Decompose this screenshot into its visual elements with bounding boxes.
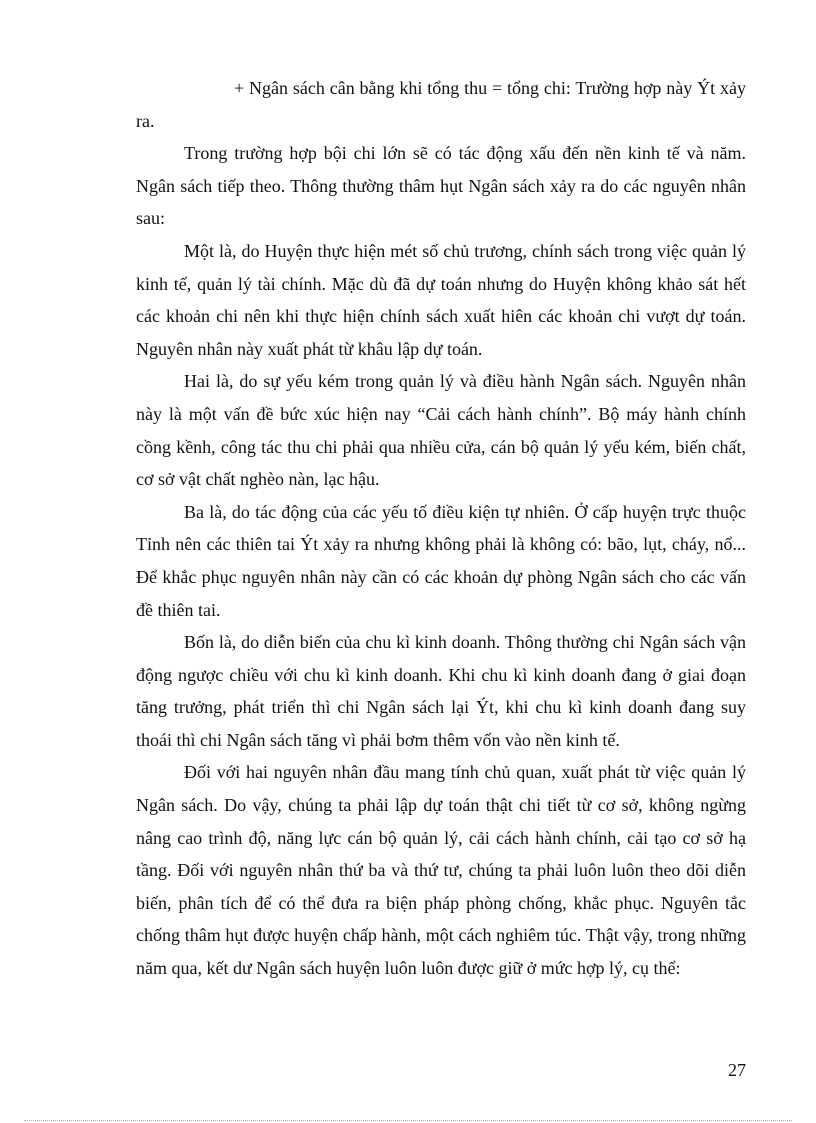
body-text <box>136 72 746 985</box>
paragraph-cause-three: Ba là, do tác động của các yếu tố điều kiện tự nhiên. Ở cấp huyện trực thuộc Tỉnh nên các thiên tai Ýt xảy ra nhưng không phải là không có: bão, lụt, cháy, nổ... Để khắc phục nguyên nhân này cần có các khoản dự phòng Ngân sách cho các vấn đề thiên tai. <box>136 501 746 620</box>
paragraph-cause-one: Một là, do Huyện thực hiện mét số chủ trương, chính sách trong việc quản lý kinh tế, quản lý tài chính. Mặc dù đã dự toán nhưng do Huyện không khảo sát hết các khoản chi nên khi thực hiện chính sách xuất hiên các khoản chi vượt dự toán. Nguyên nhân này xuất phát từ khâu lập dự toán. <box>136 240 746 359</box>
paragraph-deficit-causes-intro: Trong trường hợp bội chi lớn sẽ có tác động xấu đến nền kinh tế và năm. Ngân sách tiếp theo. Thông thường thâm hụt Ngân sách xảy ra do các nguyên nhân sau: <box>136 143 746 229</box>
paragraph-balanced-budget: + Ngân sách cân bằng khi tổng thu = tổng chi: Trường hợp này Ýt xảy ra. <box>136 78 746 131</box>
paragraph-conclusion: Đối với hai nguyên nhân đầu mang tính chủ quan, xuất phát từ việc quản lý Ngân sách. Do vậy, chúng ta phải lập dự toán thật chi tiết từ cơ sở, không ngừng nâng cao trình độ, năng lực cán bộ quản lý, cải cách hành chính, cải tạo cơ sở hạ tầng. Đối với nguyên nhân thứ ba và thứ tư, chúng ta phải luôn luôn theo dõi diễn biến, phân tích để có thể đưa ra biện pháp phòng chống, khắc phục. Nguyên tắc chống thâm hụt được huyện chấp hành, một cách nghiêm túc. Thật vậy, trong những năm qua, kết dư Ngân sách huyện luôn luôn được giữ ở mức hợp lý, cụ thể: <box>136 762 746 979</box>
paragraph-cause-two: Hai là, do sự yếu kém trong quản lý và điều hành Ngân sách. Nguyên nhân này là một vấn đề bức xúc hiện nay “Cải cách hành chính”. Bộ máy hành chính cồng kềnh, công tác thu chi phải qua nhiều cửa, cán bộ quản lý yếu kém, biến chất, cơ sở vật chất nghèo nàn, lạc hậu. <box>136 371 746 490</box>
paragraph-cause-four: Bốn là, do diễn biến của chu kì kinh doanh. Thông thường chi Ngân sách vận động ngược chiều với chu kì kinh doanh. Khi chu kì kinh doanh đang ở giai đoạn tăng trưởng, phát triển thì chi Ngân sách lại Ýt, khi chu kì kinh doanh đang suy thoái thì chi Ngân sách tăng vì phải bơm thêm vốn vào nền kinh tế. <box>136 632 746 750</box>
page-number: 27 <box>728 1060 746 1080</box>
page-bottom-divider <box>24 1120 792 1121</box>
